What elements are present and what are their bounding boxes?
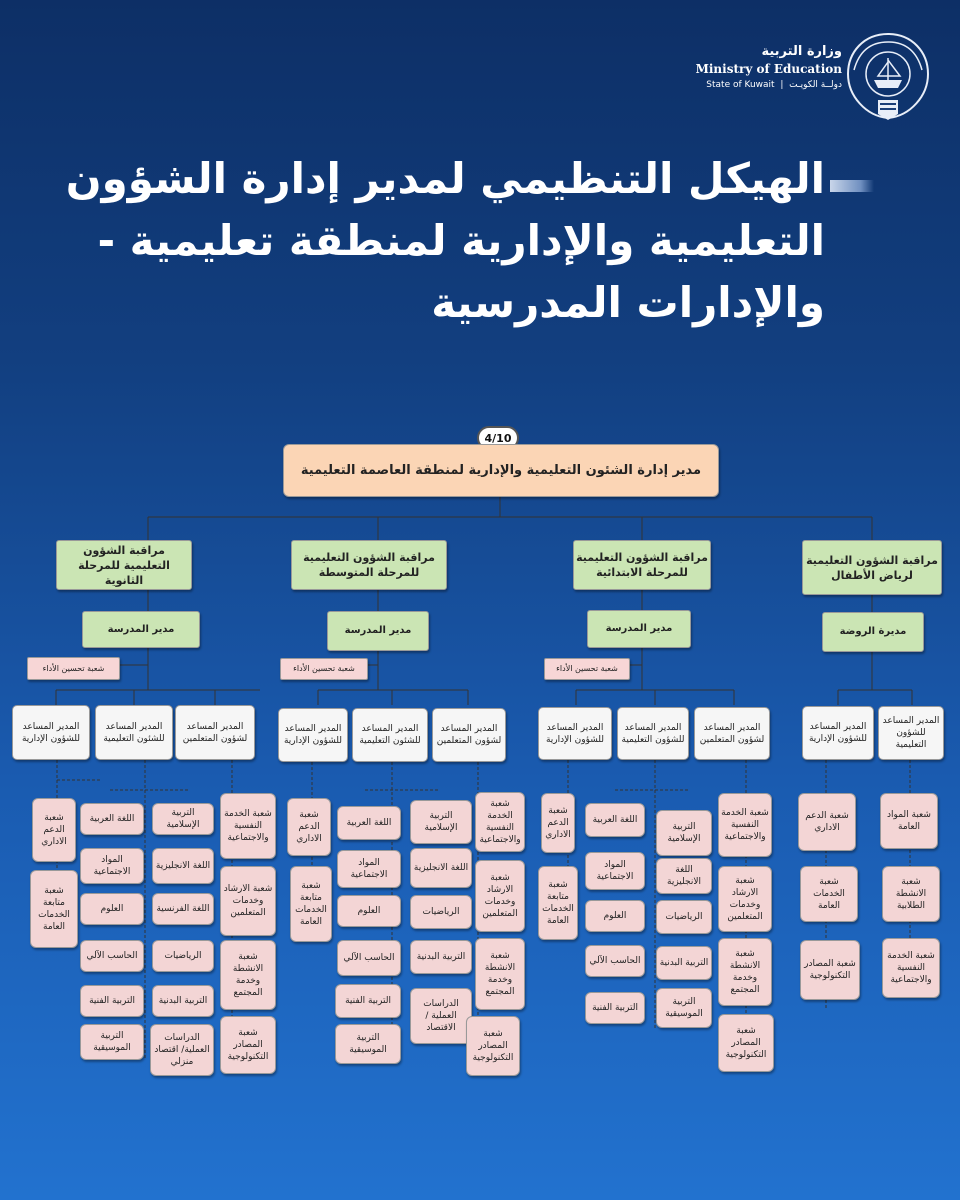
- primary-subject-box: اللغة العربية: [585, 803, 645, 837]
- primary-subject-box: الحاسب الآلي: [585, 945, 645, 977]
- kindergarten-edu-unit-box: شعبة المواد العامة: [880, 793, 938, 849]
- secondary-subject-box: اللغة العربية: [80, 803, 144, 835]
- top-director-box: مدير إدارة الشئون التعليمية والإدارية لمنطقة العاصمة التعليمية: [283, 444, 719, 497]
- primary-supervisor-box: مراقبة الشؤون التعليمية للمرحلة الابتدائية: [573, 540, 711, 590]
- intermediate-learner-unit-box: شعبة المصادر التكنولوجية: [466, 1016, 520, 1076]
- intermediate-subject-box: الدراسات العملية / الاقتصاد: [410, 988, 472, 1044]
- primary-subject-box: اللغة الانجليزية: [656, 858, 712, 894]
- secondary-admin-unit-box: شعبة الدعم الاداري: [32, 798, 76, 862]
- intermediate-subject-box: التربية الإسلامية: [410, 800, 472, 844]
- kindergarten-edu-unit-box: شعبة الخدمة النفسية والاجتماعية: [882, 938, 940, 998]
- primary-learner-unit-box: شعبة الارشاد وخدمات المتعلمين: [718, 866, 772, 932]
- intermediate-subject-box: اللغة العربية: [337, 806, 401, 840]
- primary-subject-box: التربية الفنية: [585, 992, 645, 1024]
- intermediate-admin-unit-box: شعبة متابعة الخدمات العامة: [290, 866, 332, 942]
- secondary-subject-box: الرياضيات: [152, 940, 214, 972]
- title-accent-bar: [830, 180, 874, 192]
- secondary-supervisor-box: مراقبة الشؤون التعليمية للمرحلة الثانوية: [56, 540, 192, 590]
- ministry-name-en: Ministry of Education: [695, 62, 842, 76]
- primary-admin-unit-box: شعبة الدعم الاداري: [541, 793, 575, 853]
- kindergarten-supervisor-box: مراقبة الشؤون التعليمية لرياض الأطفال: [802, 540, 942, 595]
- title-line-2: التعليمية والإدارية لمنطقة تعليمية -: [97, 216, 825, 265]
- secondary-subject-box: اللغة الانجليزية: [152, 848, 214, 884]
- intermediate-supervisor-box: مراقبة الشؤون التعليمية للمرحلة المتوسطة: [291, 540, 447, 590]
- intermediate-learner-unit-box: شعبة الانشطة وخدمة المجتمع: [475, 938, 525, 1010]
- intermediate-assistant-admin-box: المدير المساعد للشؤون الإدارية: [278, 708, 348, 762]
- kuwait-emblem-icon: [844, 30, 932, 122]
- secondary-assistant-edu-box: المدير المساعد للشئون التعليمية: [95, 705, 173, 760]
- secondary-subject-box: الدراسات العملية/ اقتصاد منزلي: [150, 1024, 214, 1076]
- intermediate-subject-box: الحاسب الآلي: [337, 940, 401, 976]
- secondary-learner-unit-box: شعبة الانشطة وخدمة المجتمع: [220, 940, 276, 1010]
- intermediate-learner-unit-box: شعبة الارشاد وخدمات المتعلمين: [475, 860, 525, 932]
- intermediate-performance-box: شعبة تحسين الأداء: [280, 658, 368, 680]
- primary-subject-box: التربية الموسيقية: [656, 988, 712, 1028]
- intermediate-admin-unit-box: شعبة الدعم الاداري: [287, 798, 331, 856]
- primary-subject-box: العلوم: [585, 900, 645, 932]
- state-line: State of Kuwait | دولــة الكويـت: [706, 80, 842, 90]
- intermediate-subject-box: التربية الموسيقية: [335, 1024, 401, 1064]
- intermediate-subject-box: التربية الفنية: [335, 984, 401, 1018]
- intermediate-learner-unit-box: شعبة الخدمة النفسية والاجتماعية: [475, 792, 525, 852]
- kindergarten-assistant-admin-box: المدير المساعد للشؤون الإدارية: [802, 706, 874, 760]
- page-badge: 4/10: [477, 426, 519, 450]
- primary-subject-box: المواد الاجتماعية: [585, 852, 645, 890]
- state-name-en: State of Kuwait: [706, 80, 775, 90]
- secondary-subject-box: اللغة الفرنسية: [152, 893, 214, 925]
- secondary-assistant-admin-box: المدير المساعد للشؤون الإدارية: [12, 705, 90, 760]
- secondary-learner-unit-box: شعبة المصادر التكنولوجية: [220, 1016, 276, 1074]
- secondary-subject-box: المواد الاجتماعية: [80, 848, 144, 884]
- primary-performance-box: شعبة تحسين الأداء: [544, 658, 630, 680]
- intermediate-principal-box: مدير المدرسة: [327, 611, 429, 651]
- intermediate-subject-box: المواد الاجتماعية: [337, 850, 401, 888]
- ministry-name-ar: وزارة التربية: [761, 44, 842, 59]
- kindergarten-edu-unit-box: شعبة الانشطة الطلابية: [882, 866, 940, 922]
- kindergarten-assistant-edu-box: المدير المساعد للشؤون التعليمية: [878, 706, 944, 760]
- intermediate-subject-box: اللغة الانجليزية: [410, 848, 472, 888]
- primary-learner-unit-box: شعبة المصادر التكنولوجية: [718, 1014, 774, 1072]
- primary-learner-unit-box: شعبة الخدمة النفسية والاجتماعية: [718, 793, 772, 857]
- kindergarten-principal-box: مديرة الروضة: [822, 612, 924, 652]
- intermediate-subject-box: العلوم: [337, 895, 401, 927]
- secondary-subject-box: العلوم: [80, 893, 144, 925]
- secondary-principal-box: مدير المدرسة: [82, 611, 200, 648]
- intermediate-subject-box: التربية البدنية: [410, 940, 472, 974]
- intermediate-subject-box: الرياضيات: [410, 895, 472, 929]
- secondary-subject-box: الحاسب الآلي: [80, 940, 144, 972]
- secondary-subject-box: التربية الموسيقية: [80, 1024, 144, 1060]
- secondary-subject-box: التربية البدنية: [152, 985, 214, 1017]
- secondary-assistant-learners-box: المدير المساعد لشؤون المتعلمين: [175, 705, 255, 760]
- secondary-admin-unit-box: شعبة متابعة الخدمات العامة: [30, 870, 78, 948]
- secondary-subject-box: التربية الإسلامية: [152, 803, 214, 835]
- primary-admin-unit-box: شعبة متابعة الخدمات العامة: [538, 866, 578, 940]
- page-title: [25, 148, 825, 334]
- secondary-performance-box: شعبة تحسين الأداء: [27, 657, 120, 680]
- title-line-1: الهيكل التنظيمي لمدير إدارة الشؤون: [65, 154, 825, 203]
- title-line-3: والإدارات المدرسية: [431, 278, 825, 327]
- kindergarten-admin-unit-box: شعبة الخدمات العامة: [800, 866, 858, 922]
- kindergarten-admin-unit-box: شعبة الدعم الاداري: [798, 793, 856, 851]
- secondary-learner-unit-box: شعبة الخدمة النفسية والاجتماعية: [220, 793, 276, 859]
- primary-subject-box: التربية البدنية: [656, 946, 712, 980]
- ministry-logo-text: [696, 44, 842, 92]
- kindergarten-admin-unit-box: شعبة المصادر التكنولوجية: [800, 940, 860, 1000]
- primary-assistant-edu-box: المدير المساعد للشؤون التعليمية: [617, 707, 689, 760]
- intermediate-assistant-edu-box: المدير المساعد للشئون التعليمية: [352, 708, 428, 762]
- secondary-subject-box: التربية الفنية: [80, 985, 144, 1017]
- primary-subject-box: التربية الإسلامية: [656, 810, 712, 856]
- primary-assistant-admin-box: المدير المساعد للشؤون الإدارية: [538, 707, 612, 760]
- primary-learner-unit-box: شعبة الانشطة وخدمة المجتمع: [718, 938, 772, 1006]
- intermediate-assistant-learners-box: المدير المساعد لشؤون المتعلمين: [432, 708, 506, 762]
- primary-principal-box: مدير المدرسة: [587, 610, 691, 648]
- state-name-ar: دولــة الكويـت: [789, 80, 842, 90]
- primary-subject-box: الرياضيات: [656, 900, 712, 934]
- secondary-learner-unit-box: شعبة الارشاد وخدمات المتعلمين: [220, 866, 276, 936]
- primary-assistant-learners-box: المدير المساعد لشؤون المتعلمين: [694, 707, 770, 760]
